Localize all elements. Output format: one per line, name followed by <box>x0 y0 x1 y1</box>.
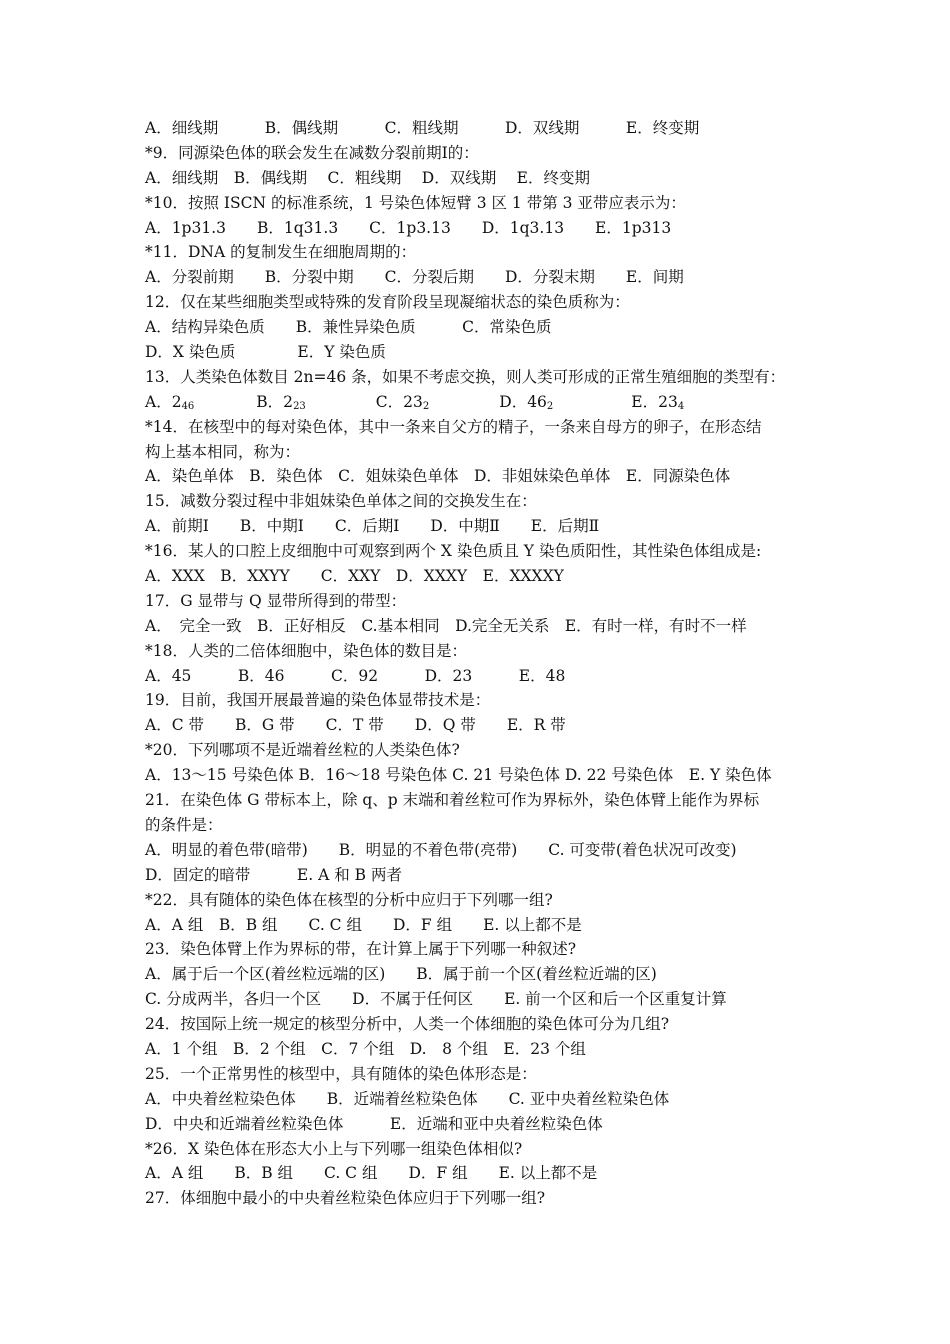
text-line: *10．按照 ISCN 的标准系统，1 号染色体短臂 3 区 1 带第 3 亚带应表示为： <box>145 193 686 212</box>
question-text-block <box>145 116 820 1211</box>
q13-option-c: C．$23_2$ <box>375 392 430 412</box>
q13-option-a: A．$2_{46}$ <box>145 392 195 412</box>
text-line: 21．在染色体 G 带标本上，除 q、p 末端和着丝粒可作为界标外，染色体臂上能作为界标 <box>145 791 760 810</box>
text-line: A．A 组 B．B 组 C. C 组 D．F 组 E. 以上都不是 <box>145 1164 598 1183</box>
text-line: *14．在核型中的每对染色体，其中一条来自父方的精子，一条来自母方的卵子，在形态结 <box>145 417 762 436</box>
text-line: A．中央着丝粒染色体 B．近端着丝粒染色体 C. 亚中央着丝粒染色体 <box>145 1089 670 1108</box>
text-line: A．染色单体 B．染色体 C．姐妹染色单体 D．非姐妹染色单体 E．同源染色体 <box>145 467 731 486</box>
text-line: 27．体细胞中最小的中央着丝粒染色体应归于下列哪一组? <box>145 1189 546 1208</box>
text-line: A．XXX B．XXYY C．XXY D．XXXY E．XXXXY <box>145 567 564 586</box>
text-line: 构上基本相同，称为： <box>145 442 301 461</box>
text-line: *20．下列哪项不是近端着丝粒的人类染色体? <box>145 741 460 760</box>
text-line: C. 分成两半，各归一个区 D．不属于任何区 E. 前一个区和后一个区重复计算 <box>145 990 727 1009</box>
text-line: A．A 组 B．B 组 C. C 组 D．F 组 E. 以上都不是 <box>145 915 582 934</box>
text-line: 的条件是： <box>145 815 223 834</box>
text-line: *18．人类的二倍体细胞中，染色体的数目是： <box>145 641 467 660</box>
text-line: A．1 个组 B．2 个组 C．7 个组 D. 8 个组 E．23 个组 <box>145 1039 586 1058</box>
text-line: A．分裂前期 B．分裂中期 C．分裂后期 D．分裂末期 E．间期 <box>145 268 684 287</box>
text-line: 19．目前，我国开展最普遍的染色体显带技术是： <box>145 691 491 710</box>
text-line: 24．按国际上统一规定的核型分析中，人类一个体细胞的染色体可分为几组? <box>145 1015 670 1034</box>
q13-option-e: E．$23_4$ <box>631 392 685 412</box>
text-line: A．细线期 B．偶线期 C．粗线期 D．双线期 E．终变期 <box>145 119 700 137</box>
text-line: 17．G 显带与 Q 显带所得到的带型： <box>145 591 407 610</box>
text-line: D．X 染色质 E．Y 染色质 <box>145 343 386 362</box>
text-line: *26．X 染色体在形态大小上与下列哪一组染色体相似? <box>145 1139 523 1158</box>
text-line: A．明显的着色带(暗带) B．明显的不着色带(亮带) C. 可变带(着色状况可改变) <box>145 840 737 859</box>
text-line: A．细线期 B．偶线期 C．粗线期 D．双线期 E．终变期 <box>145 168 590 187</box>
text-line: D．固定的暗带 E. A 和 B 两者 <box>145 865 402 884</box>
text-line: A．45 B．46 C．92 D．23 E．48 <box>145 666 566 685</box>
text-line: D．中央和近端着丝粒染色体 E．近端和亚中央着丝粒染色体 <box>145 1114 603 1133</box>
q13-option-b: B．$2_{23}$ <box>256 392 306 412</box>
text-line: *16．某人的口腔上皮细胞中可观察到两个 X 染色质且 Y 染色质阳性，其性染色体组成是: <box>145 542 762 561</box>
text-line: A． 完全一致 B．正好相反 C.基本相同 D.完全无关系 E．有时一样，有时不一样 <box>145 616 747 635</box>
q13-options-line <box>145 390 820 415</box>
text-line: 12．仅在某些细胞类型或特殊的发育阶段呈现凝缩状态的染色质称为： <box>145 293 630 312</box>
text-line: 23．染色体臂上作为界标的带，在计算上属于下列哪一种叙述? <box>145 940 577 959</box>
text-line: A．结构异染色质 B．兼性异染色质 C．常染色质 <box>145 318 552 337</box>
text-line: A．属于后一个区(着丝粒远端的区) B．属于前一个区(着丝粒近端的区) <box>145 965 657 984</box>
q13-option-d: D．$46_2$ <box>499 392 554 412</box>
text-line: A．前期Ⅰ B．中期Ⅰ C．后期Ⅰ D．中期Ⅱ E．后期Ⅱ <box>145 517 600 536</box>
text-line: *22．具有随体的染色体在核型的分析中应归于下列哪一组? <box>145 890 553 909</box>
text-line: *9．同源染色体的联会发生在减数分裂前期Ⅰ的： <box>145 143 479 162</box>
text-line: 25．一个正常男性的核型中，具有随体的染色体形态是： <box>145 1064 537 1083</box>
text-line: *11．DNA 的复制发生在细胞周期的： <box>145 243 417 262</box>
text-line: A．C 带 B．G 带 C．T 带 D．Q 带 E．R 带 <box>145 716 566 735</box>
text-line: 15．减数分裂过程中非姐妹染色单体之间的交换发生在： <box>145 492 537 511</box>
text-line: A．13～15 号染色体 B．16～18 号染色体 C. 21 号染色体 D. 22 号染色体 E. Y 染色体 <box>145 766 772 785</box>
text-line: 13．人类染色体数目 2n=46 条，如果不考虑交换，则人类可形成的正常生殖细胞的类型有： <box>145 367 786 386</box>
text-line: A．1p31.3 B．1q31.3 C．1p3.13 D．1q3.13 E．1p313 <box>145 218 672 237</box>
